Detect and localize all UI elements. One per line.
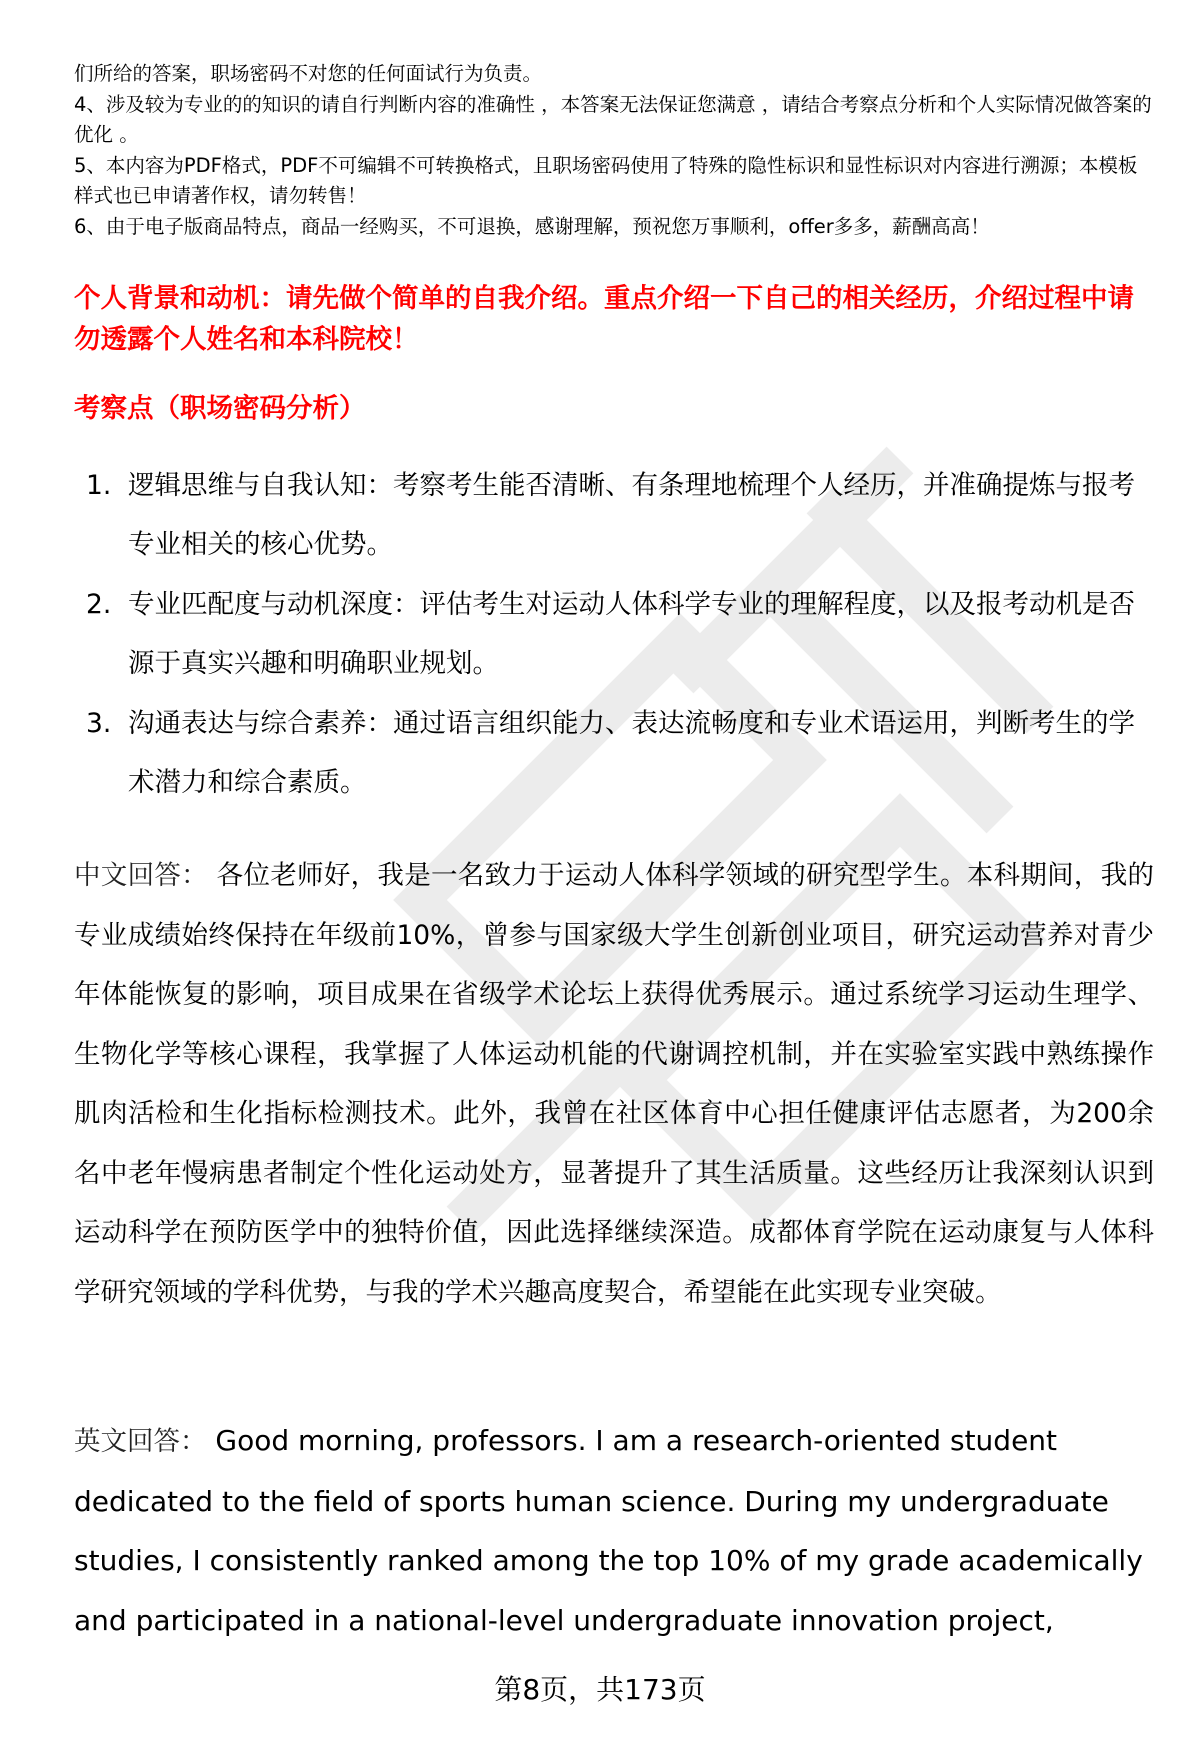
chinese-answer (74, 846, 1154, 1322)
notice-line: 们所给的答案，职场密码不对您的任何面试行为负责。 (74, 62, 543, 85)
list-item (86, 456, 1156, 574)
assessment-points-list (86, 456, 1156, 813)
english-answer-label: 英文回答： (74, 1426, 207, 1457)
notice-line: 6、由于电子版商品特点，商品一经购买，不可退换，感谢理解，预祝您万事顺利，offer多多，薪酬高高！ (74, 214, 990, 238)
notice-line: 5、本内容为PDF格式，PDF不可编辑不可转换格式，且职场密码使用了特殊的隐性标识和显性标识对内容进行溯源；本模板样式也已申请著作权，请勿转售！ (74, 153, 1138, 207)
chinese-answer-label: 中文回答： (74, 860, 208, 891)
list-item-number: 2. (86, 589, 112, 620)
question-heading: 个人背景和动机：请先做个简单的自我介绍。重点介绍一下自己的相关经历，介绍过程中请勿透露个人姓名和本科院校！ (74, 283, 1134, 355)
chinese-answer-text: 各位老师好，我是一名致力于运动人体科学领域的研究型学生。本科期间，我的专业成绩始终保持在年级前10%，曾参与国家级大学生创新创业项目，研究运动营养对青少年体能恢复的影响，项目成果在省级学术论坛上获得优秀展示。通过系统学习运动生理学、生物化学等核心课程，我掌握了人体运动机能的代谢调控机制，并在实验室实践中熟练操作肌肉活检和生化指标检测技术。此外，我曾在社区体育中心担任健康评估志愿者，为200余名中老年慢病患者制定个性化运动处方，显著提升了其生活质量。这些经历让我深刻认识到运动科学在预防医学中的独特价值，因此选择继续深造。成都体育学院在运动康复与人体科学研究领域的学科优势，与我的学术兴趣高度契合，希望能在此实现专业突破。 (74, 860, 1154, 1308)
notice-line: 4、涉及较为专业的的知识的请自行判断内容的准确性 ，本答案无法保证您满意 ，请结合考察点分析和个人实际情况做答案的优化 。 (74, 92, 1152, 146)
points-heading: 考察点（职场密码分析） (74, 393, 366, 424)
list-item (86, 575, 1156, 693)
list-item-number: 1. (86, 470, 112, 501)
list-item-text: 沟通表达与综合素养：通过语言组织能力、表达流畅度和专业术语运用，判断考生的学术潜力和综合素质。 (128, 708, 1135, 798)
notice-block (74, 59, 1154, 242)
list-item (86, 694, 1156, 812)
list-item-text: 专业匹配度与动机深度：评估考生对运动人体科学专业的理解程度，以及报考动机是否源于真实兴趣和明确职业规划。 (128, 589, 1135, 679)
english-answer (74, 1411, 1154, 1650)
english-answer-text: Good morning, professors. I am a research-oriented student dedicated to the field of sports human science. During my undergraduate studies, I consistently ranked among the top 10% of my grade academically and participated in a national-level undergraduate innovation project, (74, 1424, 1143, 1637)
list-item-number: 3. (86, 708, 112, 739)
list-item-text: 逻辑思维与自我认知：考察考生能否清晰、有条理地梳理个人经历，并准确提炼与报考专业相关的核心优势。 (128, 470, 1135, 560)
page-number-footer: 第8页，共173页 (494, 1673, 706, 1706)
